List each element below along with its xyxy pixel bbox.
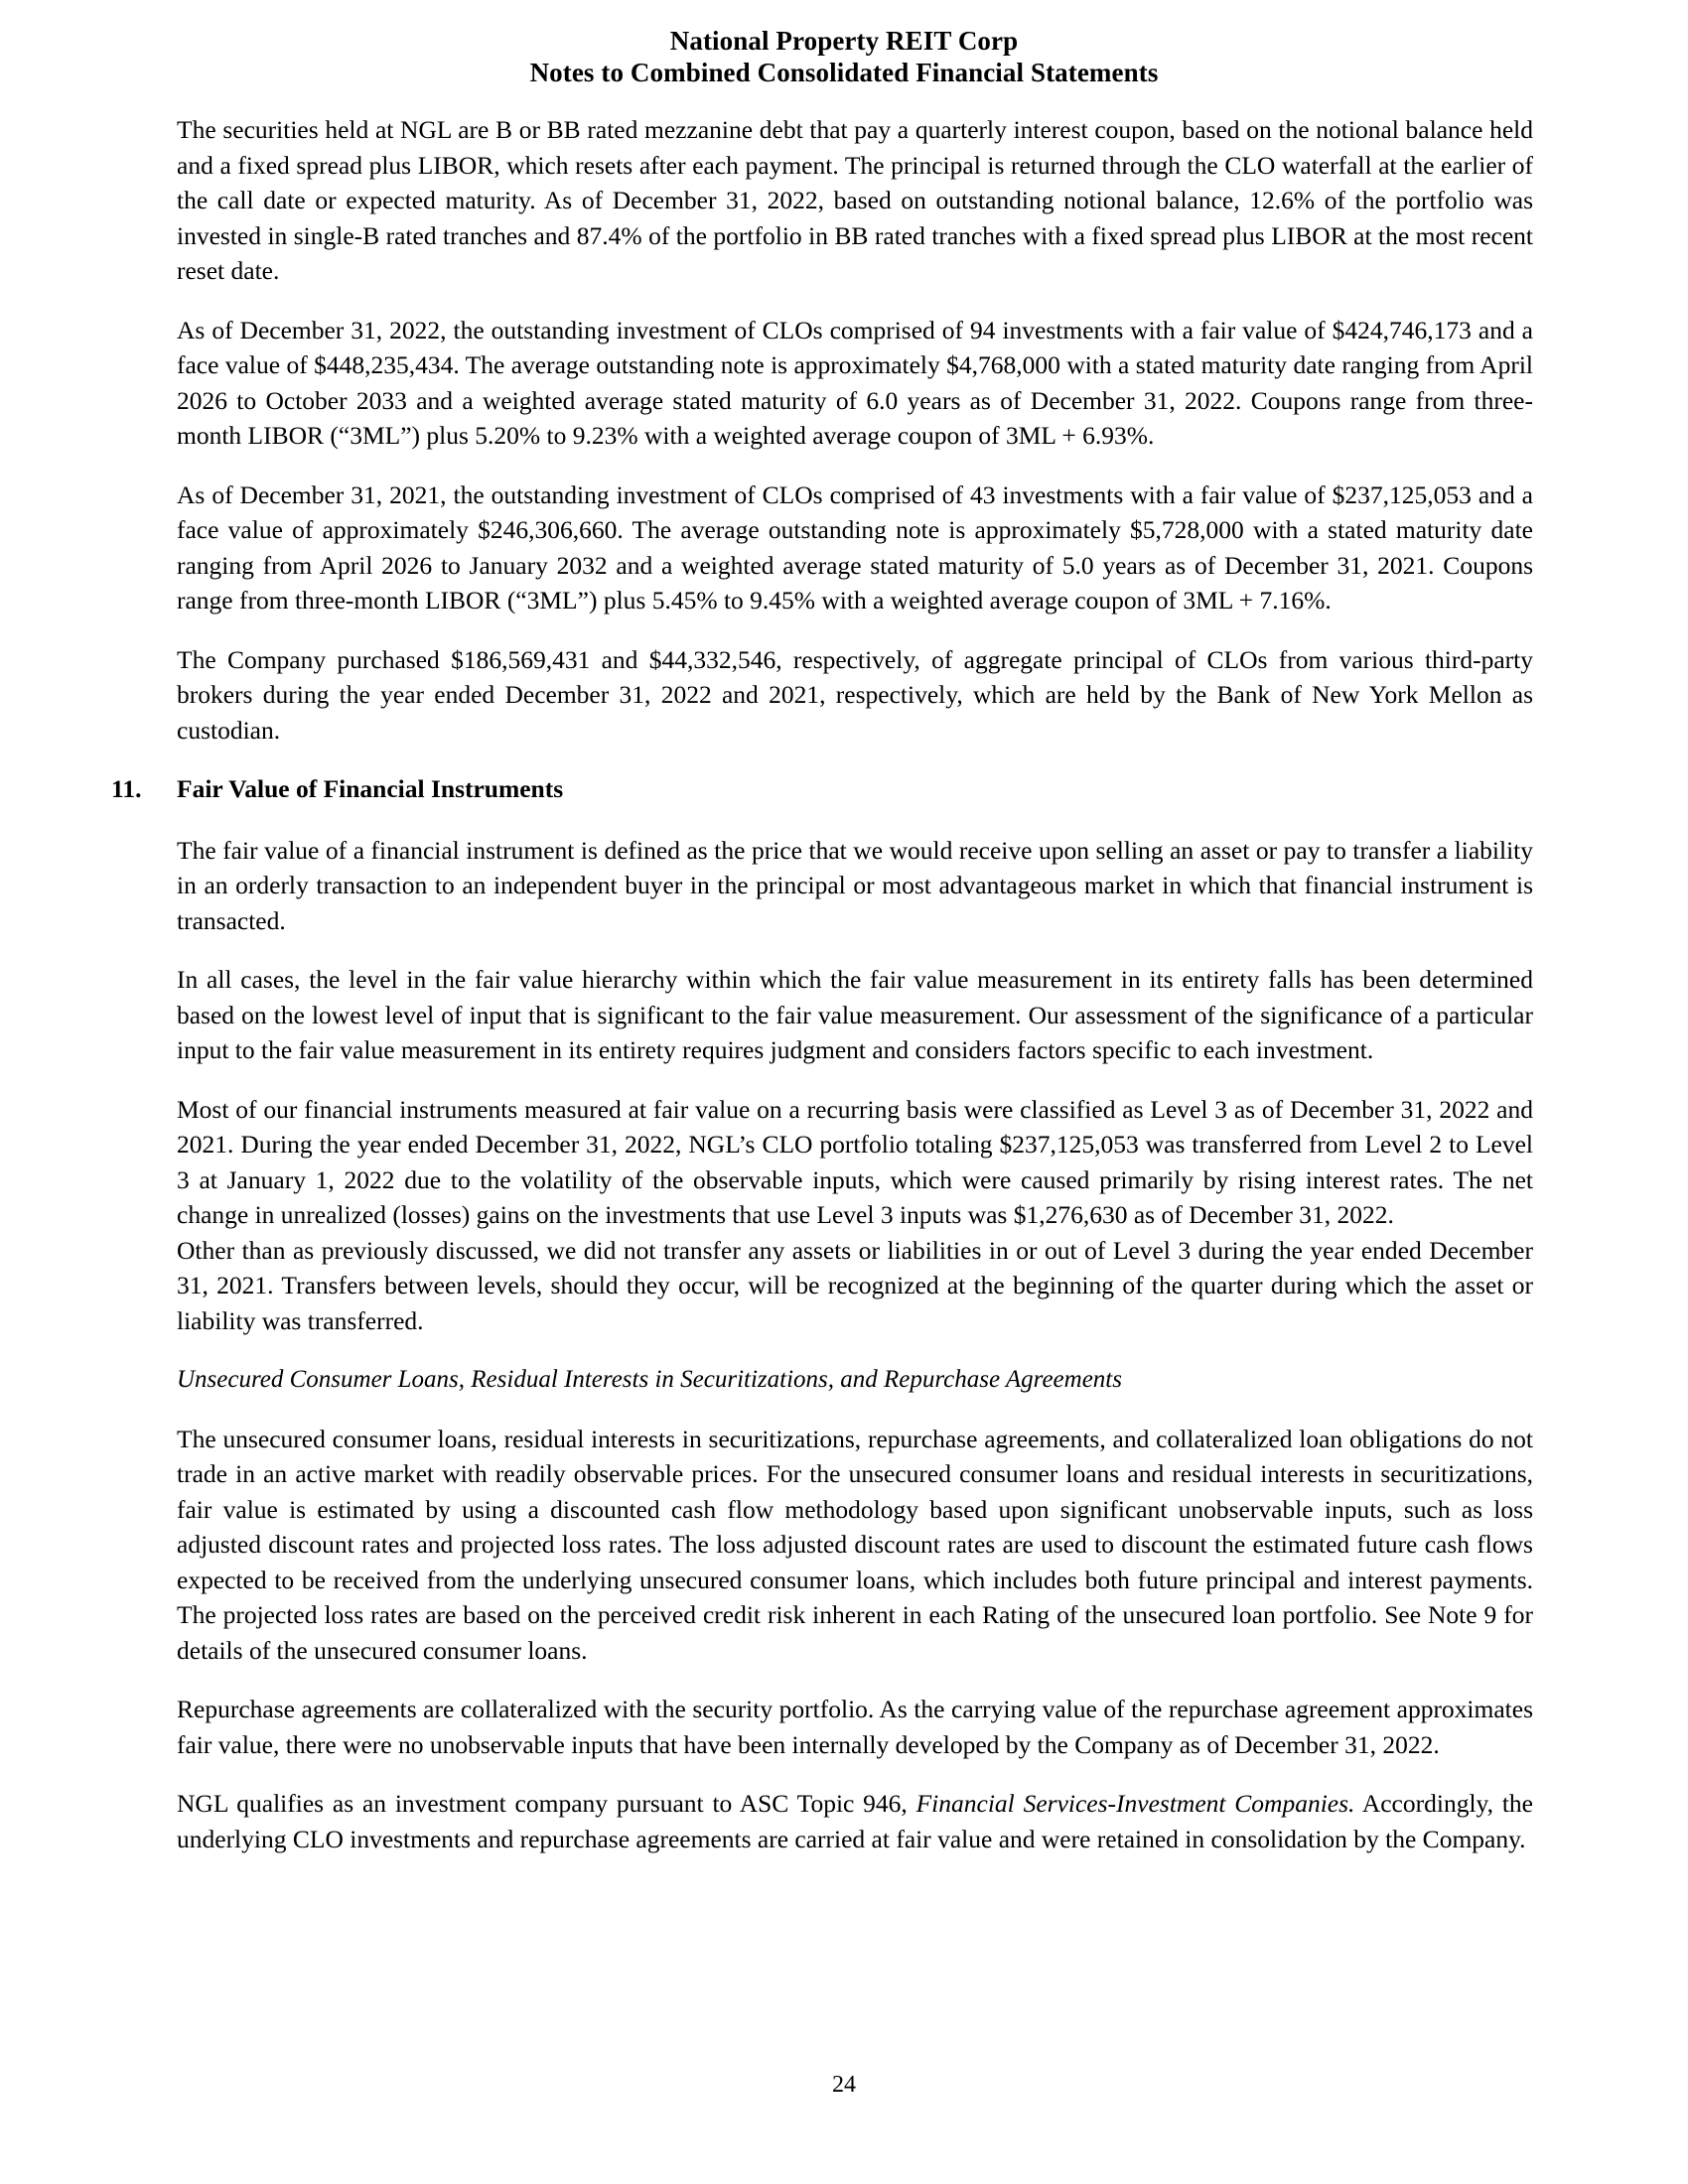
- subheading-unsecured-consumer-loans: Unsecured Consumer Loans, Residual Interests in Securitizations, and Repurchase Agreements: [177, 1366, 1122, 1394]
- paragraph-repurchase-agreements: Repurchase agreements are collateralized with the security portfolio. As the carrying value of the repurchase agreement approximates fair value, there were no unobservable inputs that have been internally developed by the Company as of December 31, 2022.: [177, 1695, 1533, 1759]
- asc-topic-title: Financial Services-Investment Companies.: [915, 1789, 1355, 1819]
- document-body: [111, 112, 1577, 1856]
- company-name: National Property REIT Corp: [669, 26, 1019, 56]
- paragraph-clo-2021: As of December 31, 2021, the outstanding investment of CLOs comprised of 43 investments with a fair value of $237,125,053 and a face value of approximately $246,306,660. The average outstanding note is approximately $5,728,000 with a stated maturity date ranging from April 2026 to January 2032 and a weighted average stated maturity of 5.0 years as of December 31, 2021. Coupons range from three-month LIBOR (“3ML”) plus 5.45% to 9.45% with a weighted average coupon of 3ML + 7.16%.: [177, 479, 1533, 615]
- paragraph-level3-classification: Most of our financial instruments measured at fair value on a recurring basis were classified as Level 3 as of December 31, 2022 and 2021. During the year ended December 31, 2022, NGL’s CLO portfolio totaling $237,125,053 was transferred from Level 2 to Level 3 at January 1, 2022 due to the volatility of the observable inputs, which were caused primarily by rising interest rates. The net change in unrealized (losses) gains on the investments that use Level 3 inputs was $1,276,630 as of December 31, 2022.: [177, 1094, 1533, 1230]
- paragraph-securities-ngl: The securities held at NGL are B or BB rated mezzanine debt that pay a quarterly interest coupon, based on the notional balance held and a fixed spread plus LIBOR, which resets after each payment. The principal is returned through the CLO waterfall at the earlier of the call date or expected maturity. As of December 31, 2022, based on outstanding notional balance, 12.6% of the portfolio was invested in single-B rated tranches and 87.4% of the portfolio in BB rated tranches with a fixed spread plus LIBOR at the most recent reset date.: [177, 115, 1533, 286]
- section-number: 11.: [111, 774, 142, 804]
- ngl-text-part2: Accordingly, the underlying CLO investments and repurchase agreements are carried at fair value and were retained in consolidation by the Company.: [177, 1789, 1533, 1853]
- paragraph-transfers-between-levels: Other than as previously discussed, we did not transfer any assets or liabilities in or out of Level 3 during the year ended December 31, 2021. Transfers between levels, should they occur, will be recognized at the beginning of the quarter during which the asset or liability was transferred.: [177, 1235, 1533, 1335]
- section-heading-fair-value: [111, 771, 1533, 807]
- document-title: Notes to Combined Consolidated Financial Statements: [529, 57, 1159, 87]
- paragraph-company-purchased: The Company purchased $186,569,431 and $44,332,546, respectively, of aggregate principal of CLOs from various third-party brokers during the year ended December 31, 2022 and 2021, respectively, which are held by the Bank of New York Mellon as custodian.: [177, 644, 1533, 745]
- page-header: [111, 26, 1577, 88]
- paragraph-unsecured-loans-valuation: The unsecured consumer loans, residual interests in securitizations, repurchase agreements, and collateralized loan obligations do not trade in an active market with readily observable prices. For the unsecured consumer loans and residual interests in securitizations, fair value is estimated by using a discounted cash flow methodology based upon significant unobservable inputs, such as loss adjusted discount rates and projected loss rates. The loss adjusted discount rates are used to discount the estimated future cash flows expected to be received from the underlying unsecured consumer loans, which includes both future principal and interest payments. The projected loss rates are based on the perceived credit risk inherent in each Rating of the unsecured loan portfolio. See Note 9 for details of the unsecured consumer loans.: [177, 1424, 1533, 1665]
- paragraph-hierarchy-levels: In all cases, the level in the fair value hierarchy within which the fair value measurement in its entirety falls has been determined based on the lowest level of input that is significant to the fair value measurement. Our assessment of the significance of a particular input to the fair value measurement in its entirety requires judgment and considers factors specific to each investment.: [177, 965, 1533, 1065]
- paragraph-ngl-investment-company: [177, 1786, 1533, 1856]
- ngl-text-part1: NGL qualifies as an investment company pursuant to ASC Topic 946,: [177, 1789, 916, 1819]
- paragraph-clo-2022: As of December 31, 2022, the outstanding investment of CLOs comprised of 94 investments with a fair value of $424,746,173 and a face value of $448,235,434. The average outstanding note is approximately $4,768,000 with a stated maturity date ranging from April 2026 to October 2033 and a weighted average stated maturity of 6.0 years as of December 31, 2022. Coupons range from three-month LIBOR (“3ML”) plus 5.20% to 9.23% with a weighted average coupon of 3ML + 6.93%.: [177, 315, 1533, 451]
- page-number: 24: [832, 2072, 856, 2098]
- paragraph-fair-value-definition: The fair value of a financial instrument is defined as the price that we would receive upon selling an asset or pay to transfer a liability in an orderly transaction to an independent buyer in the principal or most advantageous market in which that financial instrument is transacted.: [177, 835, 1533, 935]
- section-title: Fair Value of Financial Instruments: [177, 774, 564, 804]
